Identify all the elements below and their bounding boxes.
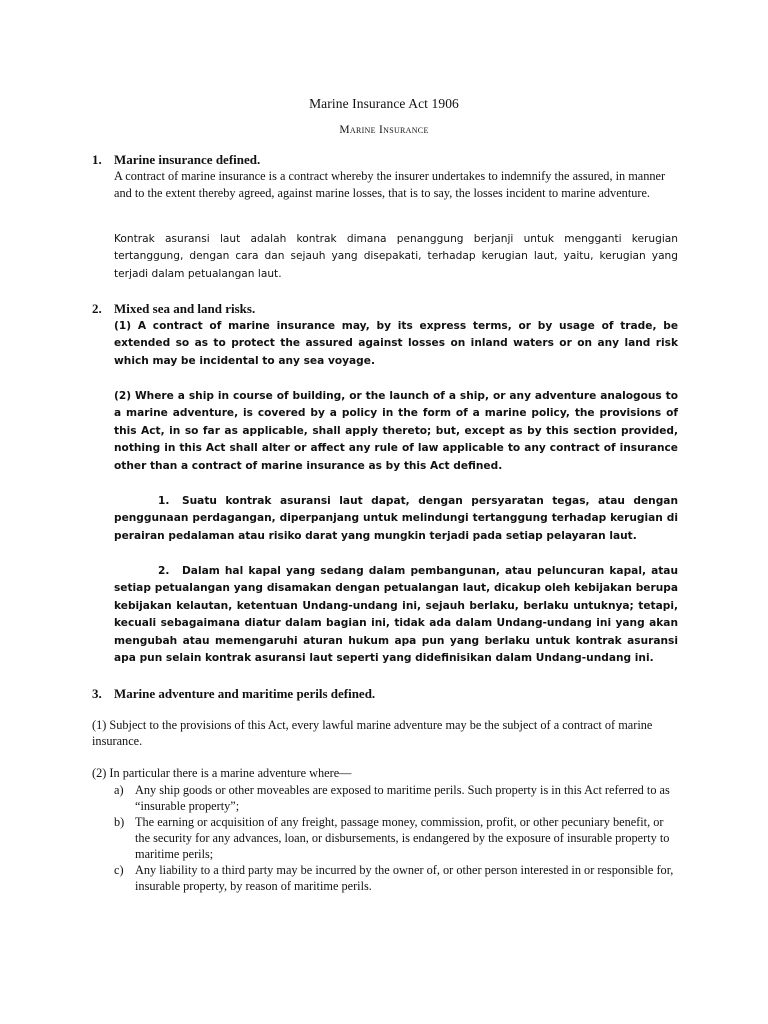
section-3-sub2-intro: (2) In particular there is a marine adventure where— (92, 766, 352, 780)
list-item (114, 782, 680, 814)
list-item (114, 862, 680, 894)
section-2-indo1 (114, 493, 678, 545)
indo-number: 2. (158, 565, 170, 577)
indo-text: Dalam hal kapal yang sedang dalam pembangunan, atau peluncuran kapal, atau setiap petualangan yang disamakan dengan petualangan laut, dicakup oleh kebijakan berupa kebijakan kelautan, ketentuan Undang-undang ini, sejauh berlaku, berlaku untuknya; tetapi, kecuali sebagaimana diatur dalam bagian ini, tidak ada dalam Undang-undang ini yang akan mengubah atau memengaruhi aturan hukum apa pun yang berlaku untuk kontrak asuransi apa pun selain kontrak asuransi laut seperti yang didefinisikan dalam Undang-undang ini. (114, 565, 678, 665)
list-marker: a) (114, 783, 124, 797)
list-marker: b) (114, 815, 125, 829)
section-number: 2. (92, 301, 102, 316)
section-2-indo2 (114, 563, 678, 667)
section-number: 1. (92, 152, 102, 167)
indo-text: Suatu kontrak asuransi laut dapat, dengan persyaratan tegas, atau dengan penggunaan perdagangan, diperpanjang untuk melindungi tertanggung terhadap kerugian di perairan pedalaman atau risiko darat yang mungkin terjadi pada setiap pelayaran laut. (114, 495, 678, 542)
indo-number: 1. (158, 495, 170, 507)
section-2-sub1: (1) A contract of marine insurance may, by its express terms, or by usage of trade, be extended so as to protect the assured against losses on inland waters or on any land risk which may be incidental to any sea voyage. (114, 320, 678, 367)
section-2-heading (92, 301, 255, 317)
list-text: Any liability to a third party may be incurred by the owner of, or other person interested in or responsible for, insurable property, by reason of maritime perils. (135, 863, 674, 893)
section-title: Mixed sea and land risks. (114, 301, 256, 316)
list-text: Any ship goods or other moveables are exposed to maritime perils. Such property is in this Act referred to as “insurable property”; (135, 783, 670, 813)
section-2-sub2: (2) Where a ship in course of building, or the launch of a ship, or any adventure analogous to a marine adventure, is covered by a policy in the form of a marine policy, the provisions of this Act, in so far as applicable, shall apply thereto; but, except as by this section provided, nothing in this Act shall alter or affect any rule of law applicable to any contract of insurance other than a contract of marine insurance as by this Act defined. (114, 390, 678, 472)
section-1-heading (92, 152, 260, 168)
section-3-heading (92, 686, 375, 702)
section-3-items (114, 782, 680, 894)
section-number: 3. (92, 686, 102, 701)
list-item (114, 814, 680, 862)
list-text: The earning or acquisition of any freight, passage money, commission, profit, or other pecuniary benefit, or the security for any advances, loan, or disbursements, is endangered by the exposure of insurable property to maritime perils; (135, 815, 670, 861)
section-1-indonesian: Kontrak asuransi laut adalah kontrak dimana penanggung berjanji untuk mengganti kerugian tertanggung, dengan cara dan sejauh yang disepakati, terhadap kerugian laut, yaitu, kerugian yang terjadi dalam petualangan laut. (114, 233, 678, 280)
list-marker: c) (114, 863, 124, 877)
section-title: Marine adventure and maritime perils defined. (114, 686, 376, 701)
section-3-sub1: (1) Subject to the provisions of this Act, every lawful marine adventure may be the subject of a contract of marine insurance. (92, 718, 653, 748)
document-subtitle: Marine Insurance (339, 124, 429, 136)
document-title: Marine Insurance Act 1906 (309, 96, 459, 111)
section-1-english: A contract of marine insurance is a contract whereby the insurer undertakes to indemnify the assured, in manner and to the extent thereby agreed, against marine losses, that is to say, the losses incident to marine adventure. (114, 169, 666, 201)
section-title: Marine insurance defined. (114, 152, 261, 167)
